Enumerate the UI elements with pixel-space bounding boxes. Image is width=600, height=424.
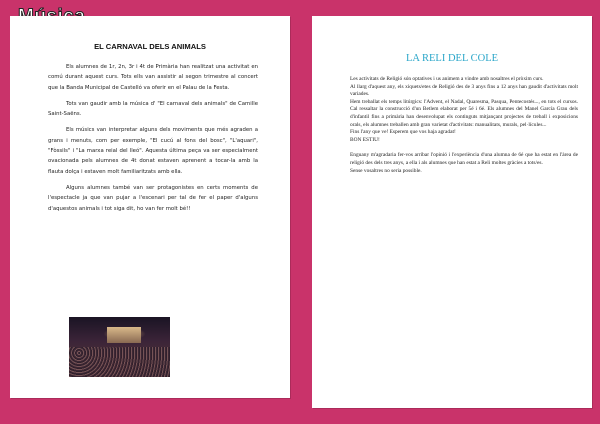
- left-page-title: EL CARNAVAL DELS ANIMALS: [94, 42, 206, 51]
- right-paragraph: Al llarg d'aquest any, els xiquets/etes de Religió des de 3 anys fins a 12 anys han gaudit d'activitats molt variades.: [350, 83, 578, 98]
- right-paragraph: Sense vosaltres no seria possible.: [350, 167, 422, 174]
- right-page-title: LA RELI DEL COLE: [405, 53, 499, 64]
- left-page-body: [48, 62, 258, 220]
- concert-photo: [69, 317, 170, 377]
- right-page-body: [350, 76, 578, 175]
- left-paragraph: Els músics van interpretar alguns dels moviments que més agraden a grans i menuts, com per exemple, "El cucú al fons del bosc", "L'aquari", "Fòssils" i "La marxa reial del lleó". Aquesta última peça va ser especialment ovacionada pels alumnes de 4t donat estaven aprenent a tocar-la amb la flauta dolça i estaven molt familiaritzats amb ella.: [48, 127, 258, 175]
- right-paragraph: Enguany m'agradaria fer-vos arribar l'opinió i l'experiència d'una alumna de 6é que ha estat en l'àrea de religió des dels tres anys, a ella i als alumnes que han estat a Reli moltes gràcies a tots/es.: [350, 152, 578, 166]
- right-paragraph: Hem treballat els temps litúrgics: l'Advent, el Nadal, Quaresma, Pasqua, Pentecostés..., en tots el cursos. Cal ressaltar la construcció d'un Betlem elaborat per 5é i 6é. Els alumnes del Manel García Grau dels d'infantil fins a primària han desenvolupat els continguts mitjançant projectes de treball i exposicions orals, els alumnes treballen amb gran varietat d'activitats: manualitats, murals, pel·lícules...: [350, 98, 578, 128]
- right-page: [312, 16, 592, 408]
- left-paragraph: Els alumnes de 1r, 2n, 3r i 4t de Primària han realitzat una activitat en comú durant aquest curs. Tots ells van assistir al segon trimestre al concert que la Banda Municipal de Castelló va oferir en el Palau de la Festa.: [48, 64, 258, 91]
- left-paragraph: Alguns alumnes també van ser protagonistes en certs moments de l'espectacle ja que van pujar a l'escenari per tal de fer el paper d'alguns d'aquestos animals i tot siga dit, ho van fer molt bé!!: [48, 184, 258, 212]
- right-paragraph: Les activitats de Religió són optatives i us animem a vindre amb nosaltres el pròxim curs.: [350, 76, 544, 82]
- concert-audience: [69, 347, 170, 377]
- left-page: [10, 16, 290, 398]
- right-paragraph: BON ESTIU!: [350, 136, 380, 143]
- left-paragraph: Tots van gaudir amb la música d' "El carnaval dels animals" de Camille Saint-Saëns.: [48, 100, 258, 118]
- right-paragraph: Fins l'any que ve! Esperem que vos haja agradat!: [350, 129, 456, 136]
- concert-stage: [107, 327, 141, 343]
